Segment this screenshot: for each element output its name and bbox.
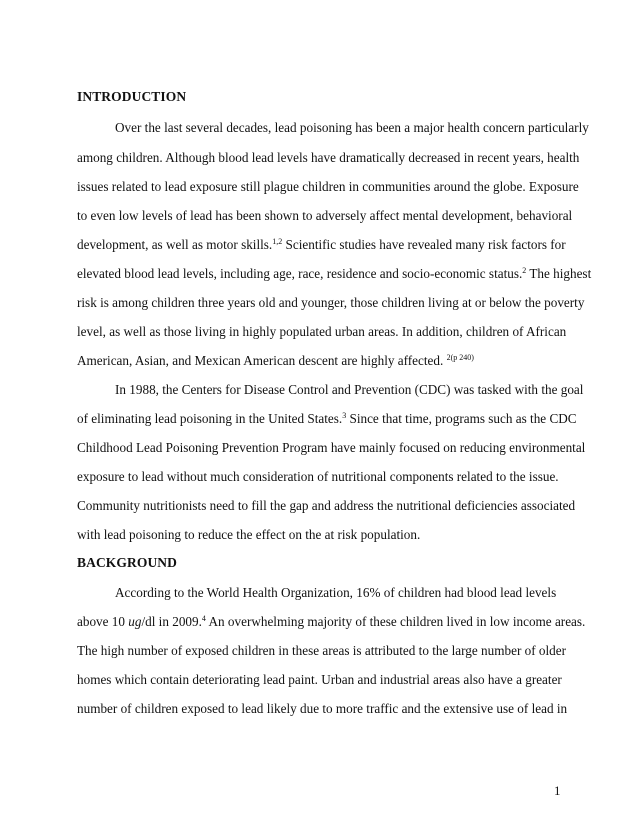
paragraph-line: risk is among children three years old and younger, those children living at or below the poverty bbox=[77, 295, 585, 310]
line-text: above 10 bbox=[77, 614, 129, 629]
citation-superscript: 4 bbox=[201, 614, 206, 623]
line-text: of eliminating lead poisoning in the United States. bbox=[77, 411, 343, 426]
line-text: American, Asian, and Mexican American descent are highly affected. bbox=[77, 353, 447, 368]
paragraph-line: with lead poisoning to reduce the effect on the at risk population. bbox=[77, 527, 421, 542]
paragraph-line: Childhood Lead Poisoning Prevention Program have mainly focused on reducing environmental bbox=[77, 440, 586, 455]
citation-superscript: 3 bbox=[342, 411, 347, 420]
paragraph-line bbox=[77, 411, 577, 427]
paragraph-line bbox=[77, 353, 474, 369]
line-text: The highest bbox=[526, 266, 592, 281]
paragraph-line: homes which contain deteriorating lead paint. Urban and industrial areas also have a greater bbox=[77, 672, 562, 687]
paragraph-line: number of children exposed to lead likely due to more traffic and the extensive use of lead in bbox=[77, 701, 568, 716]
line-text: development, as well as motor skills. bbox=[77, 237, 273, 252]
citation-superscript: 2 bbox=[522, 266, 527, 275]
background-heading: BACKGROUND bbox=[77, 555, 178, 570]
line-text: Scientific studies have revealed many risk factors for bbox=[282, 237, 566, 252]
paragraph-line bbox=[77, 614, 585, 630]
paragraph-line: to even low levels of lead has been shown to adversely affect mental development, behavioral bbox=[77, 208, 573, 223]
paragraph-line: According to the World Health Organization, 16% of children had blood lead levels bbox=[115, 585, 557, 600]
line-text: elevated blood lead levels, including age, race, residence and socio-economic status. bbox=[77, 266, 523, 281]
paragraph-line: level, as well as those living in highly populated urban areas. In addition, children of African bbox=[77, 324, 567, 339]
citation-superscript: 1,2 bbox=[272, 237, 283, 246]
page-number: 1 bbox=[554, 783, 561, 798]
paragraph-line: exposure to lead without much consideration of nutritional components related to the issue. bbox=[77, 469, 559, 484]
line-text: An overwhelming majority of these children lived in low income areas. bbox=[205, 614, 586, 629]
paragraph-line: Over the last several decades, lead poisoning has been a major health concern particularly bbox=[115, 120, 589, 135]
paragraph-line bbox=[77, 266, 591, 282]
paragraph-line: The high number of exposed children in these areas is attributed to the large number of older bbox=[77, 643, 567, 658]
unit-italic: ug bbox=[128, 614, 142, 629]
line-text: Since that time, programs such as the CDC bbox=[346, 411, 577, 426]
paragraph-line: issues related to lead exposure still plague children in communities around the globe. Exposure bbox=[77, 179, 579, 194]
paragraph-line: In 1988, the Centers for Disease Control and Prevention (CDC) was tasked with the goal bbox=[115, 382, 584, 397]
paragraph-line: among children. Although blood lead levels have dramatically decreased in recent years, health bbox=[77, 150, 580, 165]
paragraph-line: Community nutritionists need to fill the gap and address the nutritional deficiencies associated bbox=[77, 498, 576, 513]
citation-superscript: 2(p 240) bbox=[446, 353, 474, 362]
line-text: /dl in 2009. bbox=[141, 614, 202, 629]
paragraph-line bbox=[77, 237, 566, 253]
introduction-heading: INTRODUCTION bbox=[77, 89, 187, 104]
